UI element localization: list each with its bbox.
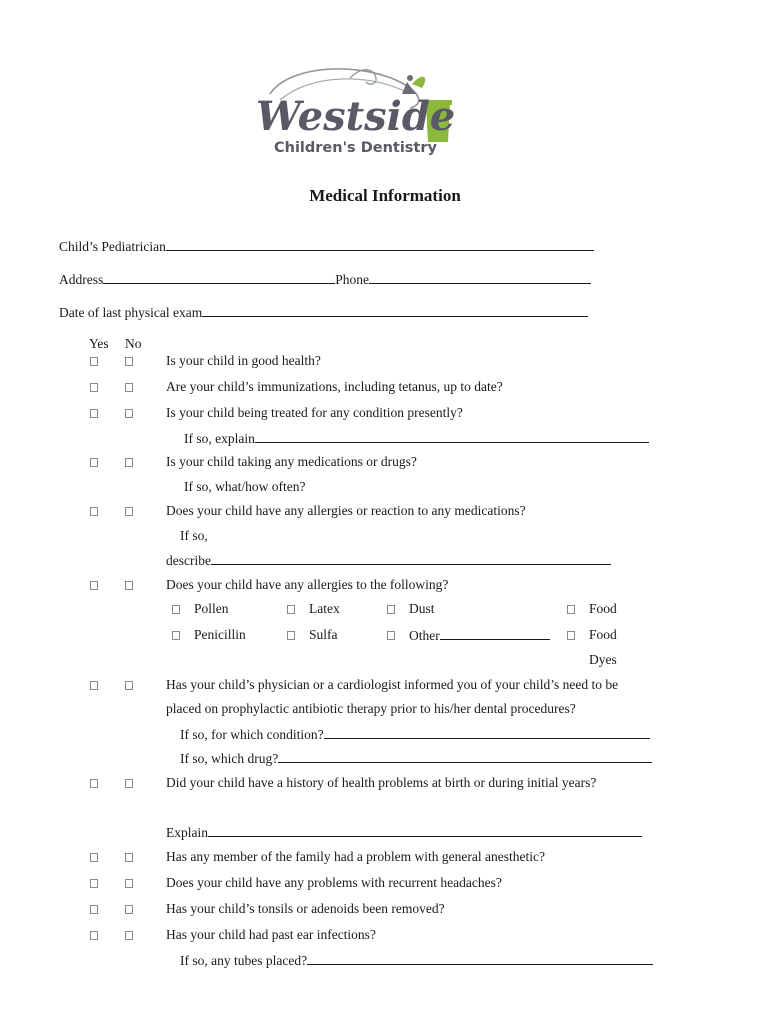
q6-yes-checkbox[interactable] xyxy=(90,581,98,590)
q7-text-line2: placed on prophylactic antibiotic therapy prior to his/her dental procedures? xyxy=(166,701,576,716)
q9-text: Has any member of the family had a problem with general anesthetic? xyxy=(166,849,545,864)
q7-text-line1: Has your child’s physician or a cardiologist informed you of your child’s need to be xyxy=(166,677,619,692)
q3-no-checkbox[interactable] xyxy=(125,409,133,418)
q4-follow: If so, what/how often? xyxy=(184,479,306,494)
penicillin-checkbox[interactable] xyxy=(172,631,180,640)
last-exam-label: Date of last physical exam xyxy=(59,305,203,320)
other-checkbox[interactable] xyxy=(387,631,395,640)
food-label: Food xyxy=(589,601,617,616)
q7-condition-label: If so, for which condition? xyxy=(180,727,324,742)
q3-follow-row xyxy=(184,430,649,447)
q7-no-checkbox[interactable] xyxy=(125,681,133,690)
q4-yes-checkbox[interactable] xyxy=(90,458,98,467)
pediatrician-field[interactable] xyxy=(166,238,594,251)
address-label: Address xyxy=(59,272,104,287)
last-exam-row xyxy=(59,304,588,321)
q6-no-checkbox[interactable] xyxy=(125,581,133,590)
q12-no-checkbox[interactable] xyxy=(125,931,133,940)
q8-no-checkbox[interactable] xyxy=(125,779,133,788)
q2-text: Are your child’s immunizations, including tetanus, up to date? xyxy=(166,379,503,394)
q5-follow-row xyxy=(166,552,611,569)
q7-condition-row xyxy=(180,726,650,743)
q12-follow-label: If so, any tubes placed? xyxy=(180,953,308,968)
q5-follow-label: describe xyxy=(166,553,211,568)
q2-yes-checkbox[interactable] xyxy=(90,383,98,392)
form-title: Medical Information xyxy=(309,186,461,205)
q3-follow-label: If so, explain xyxy=(184,431,255,446)
food-checkbox[interactable] xyxy=(567,605,575,614)
other-allergy-field[interactable] xyxy=(440,627,550,640)
latex-checkbox[interactable] xyxy=(287,605,295,614)
q12-tubes-field[interactable] xyxy=(307,952,653,965)
food-dyes-label-a: Food xyxy=(589,627,617,642)
q8-explain-field[interactable] xyxy=(208,824,642,837)
q12-text: Has your child had past ear infections? xyxy=(166,927,376,942)
pollen-checkbox[interactable] xyxy=(172,605,180,614)
q12-follow-row xyxy=(180,952,653,969)
q10-text: Does your child have any problems with recurrent headaches? xyxy=(166,875,502,890)
last-exam-field[interactable] xyxy=(202,304,588,317)
q1-text: Is your child in good health? xyxy=(166,353,321,368)
q6-text: Does your child have any allergies to the following? xyxy=(166,577,449,592)
dust-label: Dust xyxy=(409,601,435,616)
q8-text: Did your child have a history of health problems at birth or during initial years? xyxy=(166,775,597,790)
phone-field[interactable] xyxy=(369,271,591,284)
q1-no-checkbox[interactable] xyxy=(125,357,133,366)
pediatrician-row xyxy=(59,238,594,255)
q4-text: Is your child taking any medications or drugs? xyxy=(166,454,417,469)
q10-no-checkbox[interactable] xyxy=(125,879,133,888)
q5-text: Does your child have any allergies or reaction to any medications? xyxy=(166,503,526,518)
q3-explain-field[interactable] xyxy=(255,430,649,443)
dust-checkbox[interactable] xyxy=(387,605,395,614)
q11-no-checkbox[interactable] xyxy=(125,905,133,914)
q11-text: Has your child’s tonsils or adenoids been removed? xyxy=(166,901,445,916)
q9-no-checkbox[interactable] xyxy=(125,853,133,862)
phone-label: Phone xyxy=(335,272,369,287)
logo-wordmark: Westside xyxy=(256,93,456,140)
q5-describe-field[interactable] xyxy=(211,552,611,565)
q8-explain-label: Explain xyxy=(166,825,208,840)
other-row xyxy=(409,627,550,644)
logo-subtitle: Children's Dentistry xyxy=(274,140,437,156)
q10-yes-checkbox[interactable] xyxy=(90,879,98,888)
q5-yes-checkbox[interactable] xyxy=(90,507,98,516)
sulfa-label: Sulfa xyxy=(309,627,338,642)
sulfa-checkbox[interactable] xyxy=(287,631,295,640)
other-label: Other xyxy=(409,628,440,643)
food-dyes-checkbox[interactable] xyxy=(567,631,575,640)
q8-yes-checkbox[interactable] xyxy=(90,779,98,788)
q2-no-checkbox[interactable] xyxy=(125,383,133,392)
q7-condition-field[interactable] xyxy=(324,726,650,739)
q3-text: Is your child being treated for any condition presently? xyxy=(166,405,463,420)
q12-yes-checkbox[interactable] xyxy=(90,931,98,940)
address-field[interactable] xyxy=(103,271,335,284)
q4-no-checkbox[interactable] xyxy=(125,458,133,467)
q7-drug-label: If so, which drug? xyxy=(180,751,279,766)
address-row xyxy=(59,271,591,288)
pediatrician-label: Child’s Pediatrician xyxy=(59,239,166,254)
q1-yes-checkbox[interactable] xyxy=(90,357,98,366)
q3-yes-checkbox[interactable] xyxy=(90,409,98,418)
q5-no-checkbox[interactable] xyxy=(125,507,133,516)
q8-explain-row xyxy=(166,824,642,841)
practice-logo xyxy=(250,64,460,160)
q9-yes-checkbox[interactable] xyxy=(90,853,98,862)
q11-yes-checkbox[interactable] xyxy=(90,905,98,914)
latex-label: Latex xyxy=(309,601,340,616)
q7-drug-row xyxy=(180,750,652,767)
pollen-label: Pollen xyxy=(194,601,229,616)
food-dyes-label-b: Dyes xyxy=(589,652,617,667)
no-header: No xyxy=(125,336,142,351)
logo-graphic xyxy=(250,64,460,160)
q5-follow-a: If so, xyxy=(180,528,208,543)
penicillin-label: Penicillin xyxy=(194,627,246,642)
yes-header: Yes xyxy=(89,336,109,351)
q7-yes-checkbox[interactable] xyxy=(90,681,98,690)
q7-drug-field[interactable] xyxy=(278,750,652,763)
